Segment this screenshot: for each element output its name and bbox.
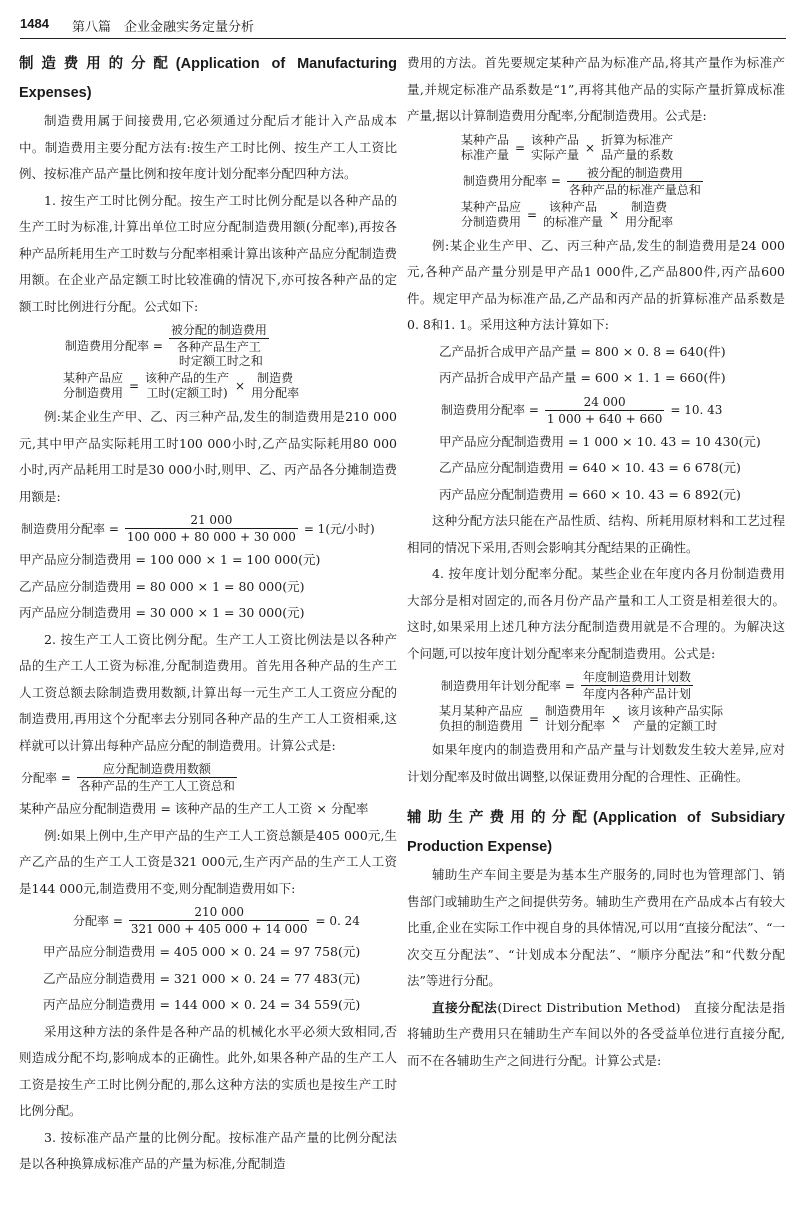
paragraph-method-3-cont: 费用的方法。首先要规定某种产品为标准产品,将其产量作为标准产量,并规定标准产品系数是“1”,再将其他产品的实际产量折算成标准产量,据以计算制造费用分配率,分配制造费用。公式是: (407, 55, 785, 123)
term-direct-method-en: (Direct Distribution Method) (497, 999, 681, 1015)
section-heading-subsidiary: 辅助生产费用的分配(Application of Subsidiary Production Expense) (407, 810, 785, 855)
paragraph-note: 这种分配方法只能在产品性质、结构、所耗用原材料和工艺过程相同的情况下采用,否则会影响其分配结果的正确性。 (407, 513, 785, 555)
formula-example-1-rate: 制造费用分配率 = $\frac{21 000}{100 000 + 80 000 + 30 000}$ = 1(元/小时) (21, 513, 375, 544)
calc-line: 丙产品应分制造费用 = 30 000 × 1 = 30 000(元) (19, 605, 305, 620)
paragraph-direct-method: 直接分配法(Direct Distribution Method) 直接分配法是指将辅助生产费用只在辅助生产车间以外的各受益单位进行直接分配,而不在各辅助生产之间进行分配。计算公式是: (407, 999, 785, 1068)
paragraph-example-2: 例:如果上例中,生产甲产品的生产工人工资总额是405 000元,生产乙产品的生产工人工资是321 000元,生产丙产品的生产工人工资是144 000元,制造费用不变,则分配制造费用如下: (19, 827, 397, 896)
formula-annual-rate: 制造费用年计划分配率 = $\frac{\text{年度制造费用计划数}}{\text{年度内各种产品计划}}$ (441, 670, 691, 701)
formula-monthly-allocation: 某月某种产品应 负担的制造费用 = 制造费用年 计划分配率 × 该月该种产品实际 产量的定额工时 (439, 704, 724, 733)
formula-standard-rate: 制造费用分配率 = $\frac{\text{被分配的制造费用}}{\text{各种产品的标准产量总和}}$ (463, 165, 701, 197)
paragraph-method-3: 3. 按标准产品产量的比例分配。按标准产品产量的比例分配法是以各种换算成标准产品的产量为标准,分配制造 (19, 1129, 397, 1171)
calc-line: 丙产品应分配制造费用 = 660 × 10. 43 = 6 892(元) (439, 486, 741, 502)
calc-line: 丙产品应分制造费用 = 144 000 × 0. 24 = 34 559(元) (43, 997, 361, 1012)
formula-example-3-rate: 制造费用分配率 = $\frac{24 000}{1 000 + 640 + 660}$ = 10. 43 (441, 394, 723, 426)
formula-wage-rate: 分配率 = $\frac{\text{应分配制造费用数额}}{\text{各种产品的生产工人工资总和}}$ (21, 762, 235, 793)
calc-line: 乙产品折合成甲产品产量 = 800 × 0. 8 = 640(件) (439, 343, 726, 359)
paragraph-method-2: 2. 按生产工人工资比例分配。生产工人工资比例法是以各种产品的生产工人工资为标准,分配制造费用。首先用各种产品的生产工人工资总额去除制造费用数额,计算出每一元生产工人工资应分配的制造费用,再用这个分配率去分别同各种产品的生产工人工资相乘,这样就可以计算出每种产品应分配的制造费用。计算公式是: (19, 631, 397, 753)
formula-labor-hours-rate: 制造费用分配率 = 被分配的制造费用 各种产品生产工 时定额工时之和 (65, 323, 267, 368)
calc-line: 甲产品应分制造费用 = 405 000 × 0. 24 = 97 758(元) (43, 944, 361, 959)
calc-line: 乙产品应分制造费用 = 321 000 × 0. 24 = 77 483(元) (43, 970, 361, 986)
formula-wage-allocation: 某种产品应分配制造费用 = 该种产品的生产工人工资 × 分配率 (19, 801, 369, 816)
formula-product-allocation-hours: 某种产品应 分制造费用 = 该种产品的生产 工时(定额工时) × 制造费 用分配率 (63, 371, 300, 400)
paragraph-example-1: 例:某企业生产甲、乙、丙三种产品,发生的制造费用是210 000元,其中甲产品实际耗用工时100 000小时,乙产品实际耗用80 000小时,丙产品耗用工时是30 000小时,则甲、乙、丙产品各分摊制造费用额是: (19, 409, 397, 504)
paragraph-subsidiary: 辅助生产车间主要是为基本生产服务的,同时也为管理部门、销售部门或辅助生产之间提供劳务。辅助生产费用在产品成本占有较大比重,企业在实际工作中视自身的具体情况,可以用“直接分配法”、“一次交互分配法”、“计划成本分配法”、“顺序分配法”和“代数分配法”等进行分配。 (407, 867, 785, 988)
paragraph-intro: 制造费用属于间接费用,它必须通过分配后才能计入产品成本中。制造费用主要分配方法有:按生产工时比例、按生产工人工资比例、按标准产品产量比例和按年度计划分配率分配四种方法。 (19, 113, 397, 181)
running-header (20, 12, 786, 39)
right-column (407, 50, 785, 1074)
formula-example-2-rate: 分配率 = $\frac{210 000}{321 000 + 405 000 + 14 000}$ = 0. 24 (73, 905, 360, 936)
chapter-title: 第八篇 企业金融实务定量分析 (72, 20, 255, 35)
calc-line: 乙产品应分配制造费用 = 640 × 10. 43 = 6 678(元) (439, 460, 741, 475)
paragraph-method-1: 1. 按生产工时比例分配。按生产工时比例分配是以各种产品的生产工时为标准,计算出单位工时应分配制造费用额(分配率),再按各种产品所耗用生产工时数与分配率相乘计算出该种产品应分配制造费用额。在企业产品定额工时比较准确的情况下,亦可按各种产品的定额工时比例进行分配。公式如下: (19, 192, 397, 314)
calc-line: 甲产品应分制造费用 = 100 000 × 1 = 100 000(元) (19, 552, 321, 567)
section-heading-manufacturing: 制造费用的分配(Application of Manufacturing Expenses) (19, 56, 397, 101)
left-column (19, 50, 397, 1178)
term-direct-method: 直接分配法 (432, 999, 498, 1015)
calc-line: 丙产品折合成甲产品产量 = 600 × 1. 1 = 660(件) (439, 370, 726, 385)
calc-line: 甲产品应分配制造费用 = 1 000 × 10. 43 = 10 430(元) (439, 433, 761, 449)
paragraph-adjustment: 如果年度内的制造费用和产品产量与计划数发生较大差异,应对计划分配率及时做出调整,以保证费用分配的合理性、正确性。 (407, 742, 785, 784)
paragraph-example-3: 例:某企业生产甲、乙、丙三种产品,发生的制造费用是24 000元,各种产品产量分别是甲产品1 000件,乙产品800件,丙产品600件。规定甲产品为标准产品,乙产品和丙产品的折算标准产品系数是0. 8和1. 1。采用这种方法计算如下: (407, 237, 785, 332)
paragraph-method-4: 4. 按年度计划分配率分配。某些企业在年度内各月份制造费用大部分是相对固定的,而各月份产品产量和工人工资是相差很大的。这时,如果采用上述几种方法分配制造费用就是不合理的。为解决这个问题,可以按年度计划分配率来分配制造费用。公式是: (407, 566, 785, 661)
formula-standard-allocation: 某种产品应 分制造费用 = 该种产品 的标准产量 × 制造费 用分配率 (461, 199, 674, 229)
formula-standard-output: 某种产品 标准产量 = 该种产品 实际产量 × 折算为标准产 品产量的系数 (461, 132, 674, 162)
page-number: 1484 (20, 16, 49, 31)
paragraph-condition: 采用这种方法的条件是各种产品的机械化水平必须大致相同,否则造成分配不均,影响成本的正确性。此外,如果各种产品的生产工人工资是按生产工时比例分配的,那么这种方法的实质也是按生产工时比例分配。 (19, 1023, 397, 1118)
calc-line: 乙产品应分制造费用 = 80 000 × 1 = 80 000(元) (19, 578, 305, 594)
